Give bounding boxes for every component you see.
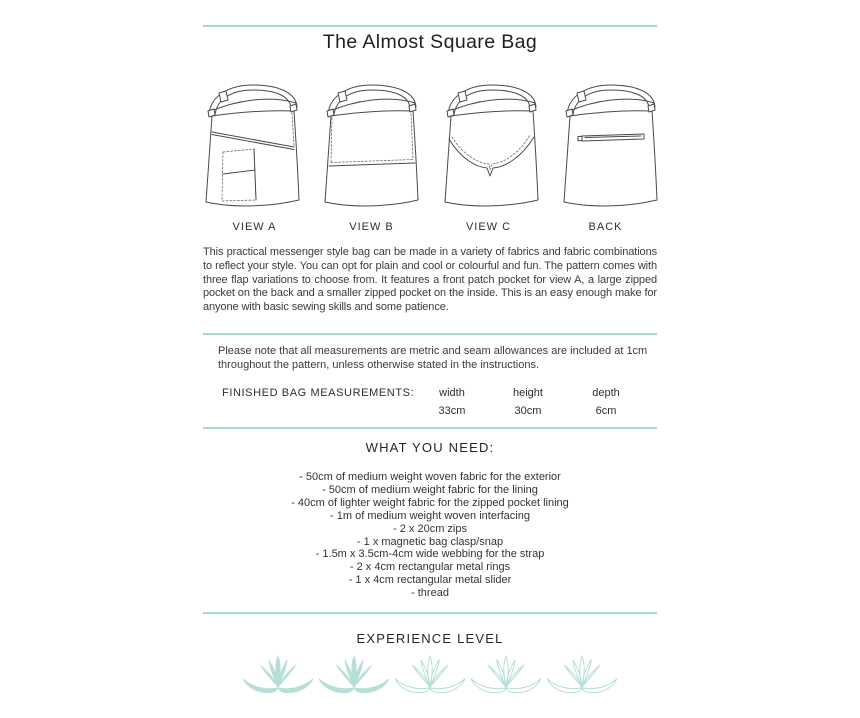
width-value: 33cm (438, 404, 466, 417)
bag-view-c-illustration (435, 84, 545, 216)
back-label: BACK (588, 221, 623, 233)
view-c-label: VIEW C (465, 221, 512, 233)
supply-item: - 50cm of medium weight woven fabric for the exterior (299, 471, 561, 483)
experience-level-rating (203, 651, 657, 699)
measurement-depth (571, 387, 641, 417)
measurement-note: Please note that all measurements are metric and seam allowances are included at 1cm throughout the pattern, unless otherwise stated in the instructions. (218, 345, 648, 371)
bag-back-illustration (554, 84, 664, 216)
height-label: height (513, 387, 543, 399)
measurements-heading: FINISHED BAG MEASUREMENTS: (222, 387, 415, 399)
bag-back-drawing (554, 84, 664, 216)
supply-item: - 1m of medium weight woven interfacing (330, 509, 530, 522)
bag-illustrations-row (196, 84, 664, 216)
height-value: 30cm (514, 404, 542, 417)
view-labels-row (196, 221, 664, 233)
view-a-label: VIEW A (232, 221, 277, 233)
view-b-label: VIEW B (349, 221, 394, 233)
supply-item: - thread (411, 587, 449, 600)
bag-view-b-drawing (315, 84, 425, 216)
lotus-icon (392, 651, 468, 699)
lotus-icon (316, 651, 392, 699)
divider-what-you-need-top (203, 427, 657, 429)
supply-item: - 1 x 4cm rectangular metal slider (348, 574, 512, 587)
lotus-icon (468, 651, 544, 699)
bag-view-b-illustration (315, 84, 425, 216)
supply-item: - 40cm of lighter weight fabric for the zipped pocket lining (291, 496, 569, 509)
lotus-icon (544, 651, 620, 699)
divider-note-top (203, 333, 657, 335)
supply-item: - 50cm of medium weight fabric for the lining (322, 483, 538, 496)
bag-view-c-drawing (435, 84, 545, 216)
divider-top (203, 25, 657, 27)
bag-view-a-drawing (196, 84, 306, 216)
pattern-description: This practical messenger style bag can be made in a variety of fabrics and fabric combinations to reflect your style. You can opt for plain and cool or colourful and fun. The pattern comes with three flap variations to choose from. It features a front patch pocket for view A, a large zipped pocket on the back and a smaller zipped pocket on the inside. This is an easy enough make for anyone with basic sewing skills and some patience. (203, 246, 657, 314)
divider-experience-top (203, 612, 657, 614)
width-label: width (439, 387, 465, 399)
supply-item: - 1 x magnetic bag clasp/snap (356, 535, 504, 548)
supply-item: - 2 x 4cm rectangular metal rings (349, 561, 511, 574)
what-you-need-list (203, 471, 657, 600)
lotus-icon (240, 651, 316, 699)
measurement-height (493, 387, 563, 417)
page-title: The Almost Square Bag (322, 31, 538, 53)
depth-label: depth (592, 387, 620, 399)
supply-item: - 2 x 20cm zips (393, 522, 467, 535)
experience-level-heading: EXPERIENCE LEVEL (356, 631, 504, 646)
supply-item: - 1.5m x 3.5cm-4cm wide webbing for the strap (315, 548, 545, 561)
depth-value: 6cm (595, 404, 617, 417)
bag-view-a-illustration (196, 84, 306, 216)
measurement-width (417, 387, 487, 417)
what-you-need-heading: WHAT YOU NEED: (365, 440, 495, 455)
